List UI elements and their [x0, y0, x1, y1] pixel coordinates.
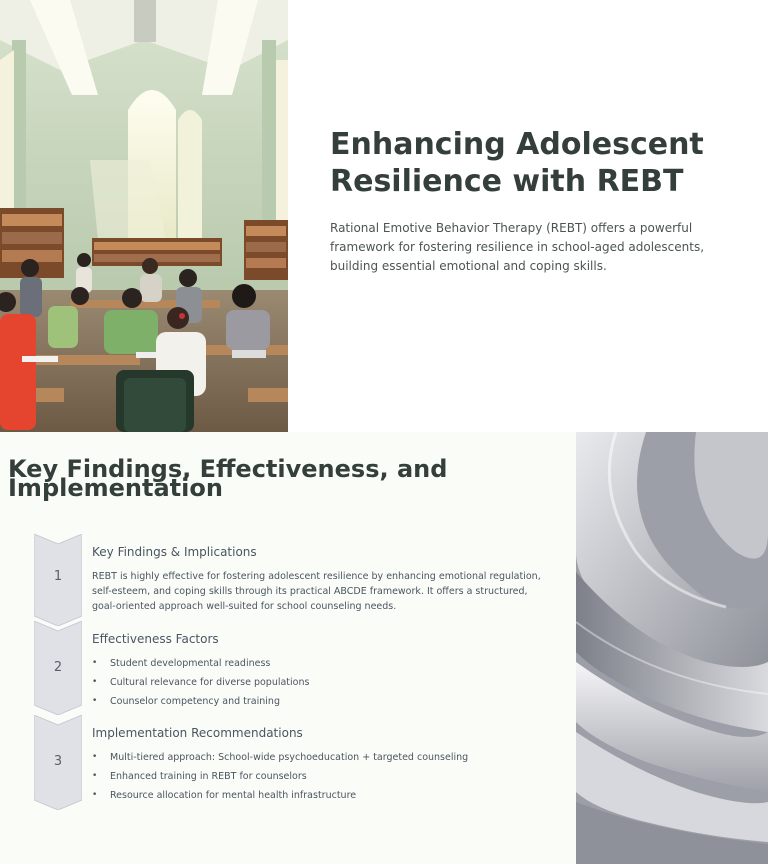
- step-number: 2: [53, 660, 63, 675]
- bullet-list: [92, 654, 309, 711]
- step-heading: Key Findings & Implications: [92, 545, 257, 559]
- list-item: [92, 692, 309, 711]
- list-item-text: Multi-tiered approach: School-wide psychoeducation + targeted counseling: [110, 752, 469, 763]
- step-effectiveness-factors: [34, 621, 554, 715]
- step-number: 1: [53, 569, 63, 584]
- abstract-wave-image: [576, 432, 768, 864]
- step-heading: Effectiveness Factors: [92, 632, 219, 646]
- section-title: Key Findings, Effectiveness, and Implementation: [8, 455, 448, 502]
- bullet-icon: •: [92, 752, 98, 762]
- slide-description: Rational Emotive Behavior Therapy (REBT) offers a powerful framework for fostering resilience in school-aged adolescents, building essential emotional and coping skills.: [330, 221, 705, 273]
- library-classroom-photo: [0, 0, 288, 432]
- step-chevron: [34, 534, 82, 626]
- list-item-text: Student developmental readiness: [110, 658, 271, 669]
- list-item-text: Resource allocation for mental health infrastructure: [110, 790, 357, 801]
- findings-slide: [0, 432, 768, 864]
- list-item: [92, 748, 468, 767]
- list-item: [92, 786, 468, 805]
- step-heading: Implementation Recommendations: [92, 726, 303, 740]
- list-item: [92, 767, 468, 786]
- list-item-text: Counselor competency and training: [110, 696, 280, 707]
- bullet-icon: •: [92, 696, 98, 706]
- slide-title: Enhancing Adolescent Resilience with REBT: [330, 127, 704, 199]
- step-number: 3: [53, 754, 63, 769]
- bullet-list: [92, 748, 468, 805]
- bullet-icon: •: [92, 658, 98, 668]
- list-item-text: Cultural relevance for diverse populations: [110, 677, 310, 688]
- bullet-icon: •: [92, 677, 98, 687]
- step-key-findings: [34, 534, 554, 626]
- step-chevron: [34, 621, 82, 715]
- step-body: REBT is highly effective for fostering adolescent resilience by enhancing emotional regulation, self-esteem, and coping skills through its practical ABCDE framework. It offers a structured, goal-oriented approach well-suited for school counseling needs.: [92, 571, 541, 612]
- list-item: [92, 673, 309, 692]
- list-item: [92, 654, 309, 673]
- step-chevron: [34, 715, 82, 810]
- bullet-icon: •: [92, 790, 98, 800]
- bullet-icon: •: [92, 771, 98, 781]
- step-implementation-recommendations: [34, 715, 554, 810]
- list-item-text: Enhanced training in REBT for counselors: [110, 771, 307, 782]
